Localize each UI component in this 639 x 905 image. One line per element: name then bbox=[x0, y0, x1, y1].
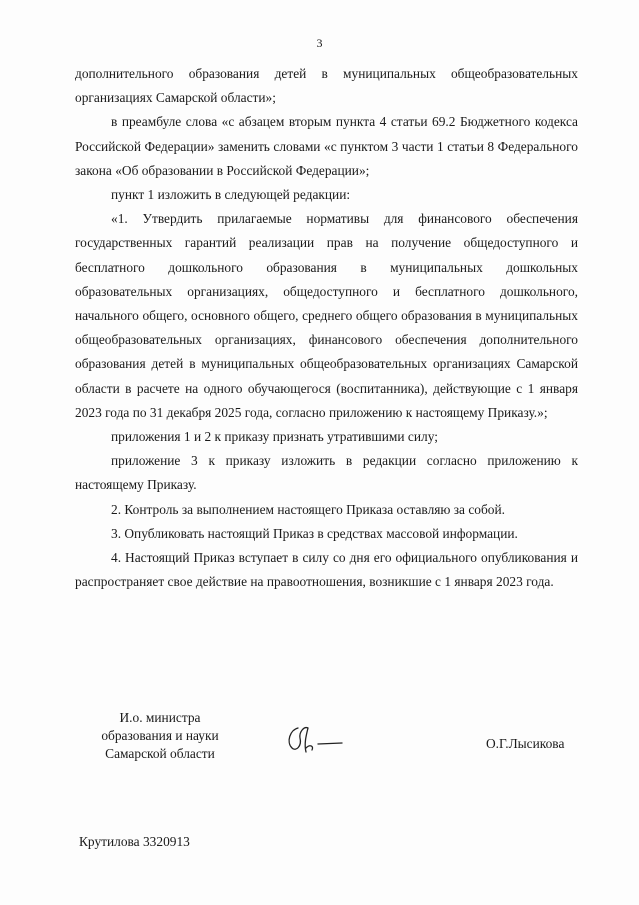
signer-name: О.Г.Лысикова bbox=[486, 736, 565, 751]
paragraph: 2. Контроль за выполнением настоящего Приказа оставляю за собой. bbox=[111, 501, 506, 517]
paragraph: дополнительного образования детей в муниципальных общеобразовательных организациях Самарской области»; bbox=[75, 66, 578, 106]
handwritten-signature bbox=[284, 722, 346, 758]
signatory-position bbox=[80, 709, 240, 763]
position-line: Самарской области bbox=[105, 746, 215, 761]
paragraph: 4. Настоящий Приказ вступает в силу со дня его официального опубликования и распространяет свое действие на правоотношения, возникшие с 1 января 2023 года. bbox=[75, 550, 578, 590]
paragraph: приложения 1 и 2 к приказу признать утратившими силу; bbox=[111, 429, 438, 445]
paragraph: приложение 3 к приказу изложить в редакции согласно приложению к настоящему Приказу. bbox=[75, 453, 578, 493]
paragraph: пункт 1 изложить в следующей редакции: bbox=[111, 187, 351, 203]
page-number: 3 bbox=[316, 36, 323, 50]
position-line: образования и науки bbox=[101, 728, 219, 743]
executor-contact: Крутилова 3320913 bbox=[79, 834, 190, 849]
paragraph: «1. Утвердить прилагаемые нормативы для финансового обеспечения государственных гарантий реализации прав на получение общедоступного и бесплатного дошкольного образования в муниципальных дошкольных образовательных организациях, общедоступного и бесплатного дошкольного, начального общего, основного общего, среднего общего образования в муниципальных общеобразовательных организациях, финансового обеспечения дополнительного образования детей в муниципальных общеобразовательных организациях Самарской области в расчете на одного обучающегося (воспитанника), действующие с 1 января 2023 года по 31 декабря 2025 года, согласно приложению к настоящему Приказу.»; bbox=[75, 211, 578, 420]
position-line: И.о. министра bbox=[119, 710, 201, 725]
paragraph: в преамбуле слова «с абзацем вторым пункта 4 статьи 69.2 Бюджетного кодекса Российской Федерации» заменить словами «с пунктом 3 части 1 статьи 8 Федерального закона «Об образовании в Российской Федерации»; bbox=[75, 114, 578, 178]
document-body bbox=[75, 62, 578, 594]
paragraph: 3. Опубликовать настоящий Приказ в средствах массовой информации. bbox=[111, 525, 518, 541]
